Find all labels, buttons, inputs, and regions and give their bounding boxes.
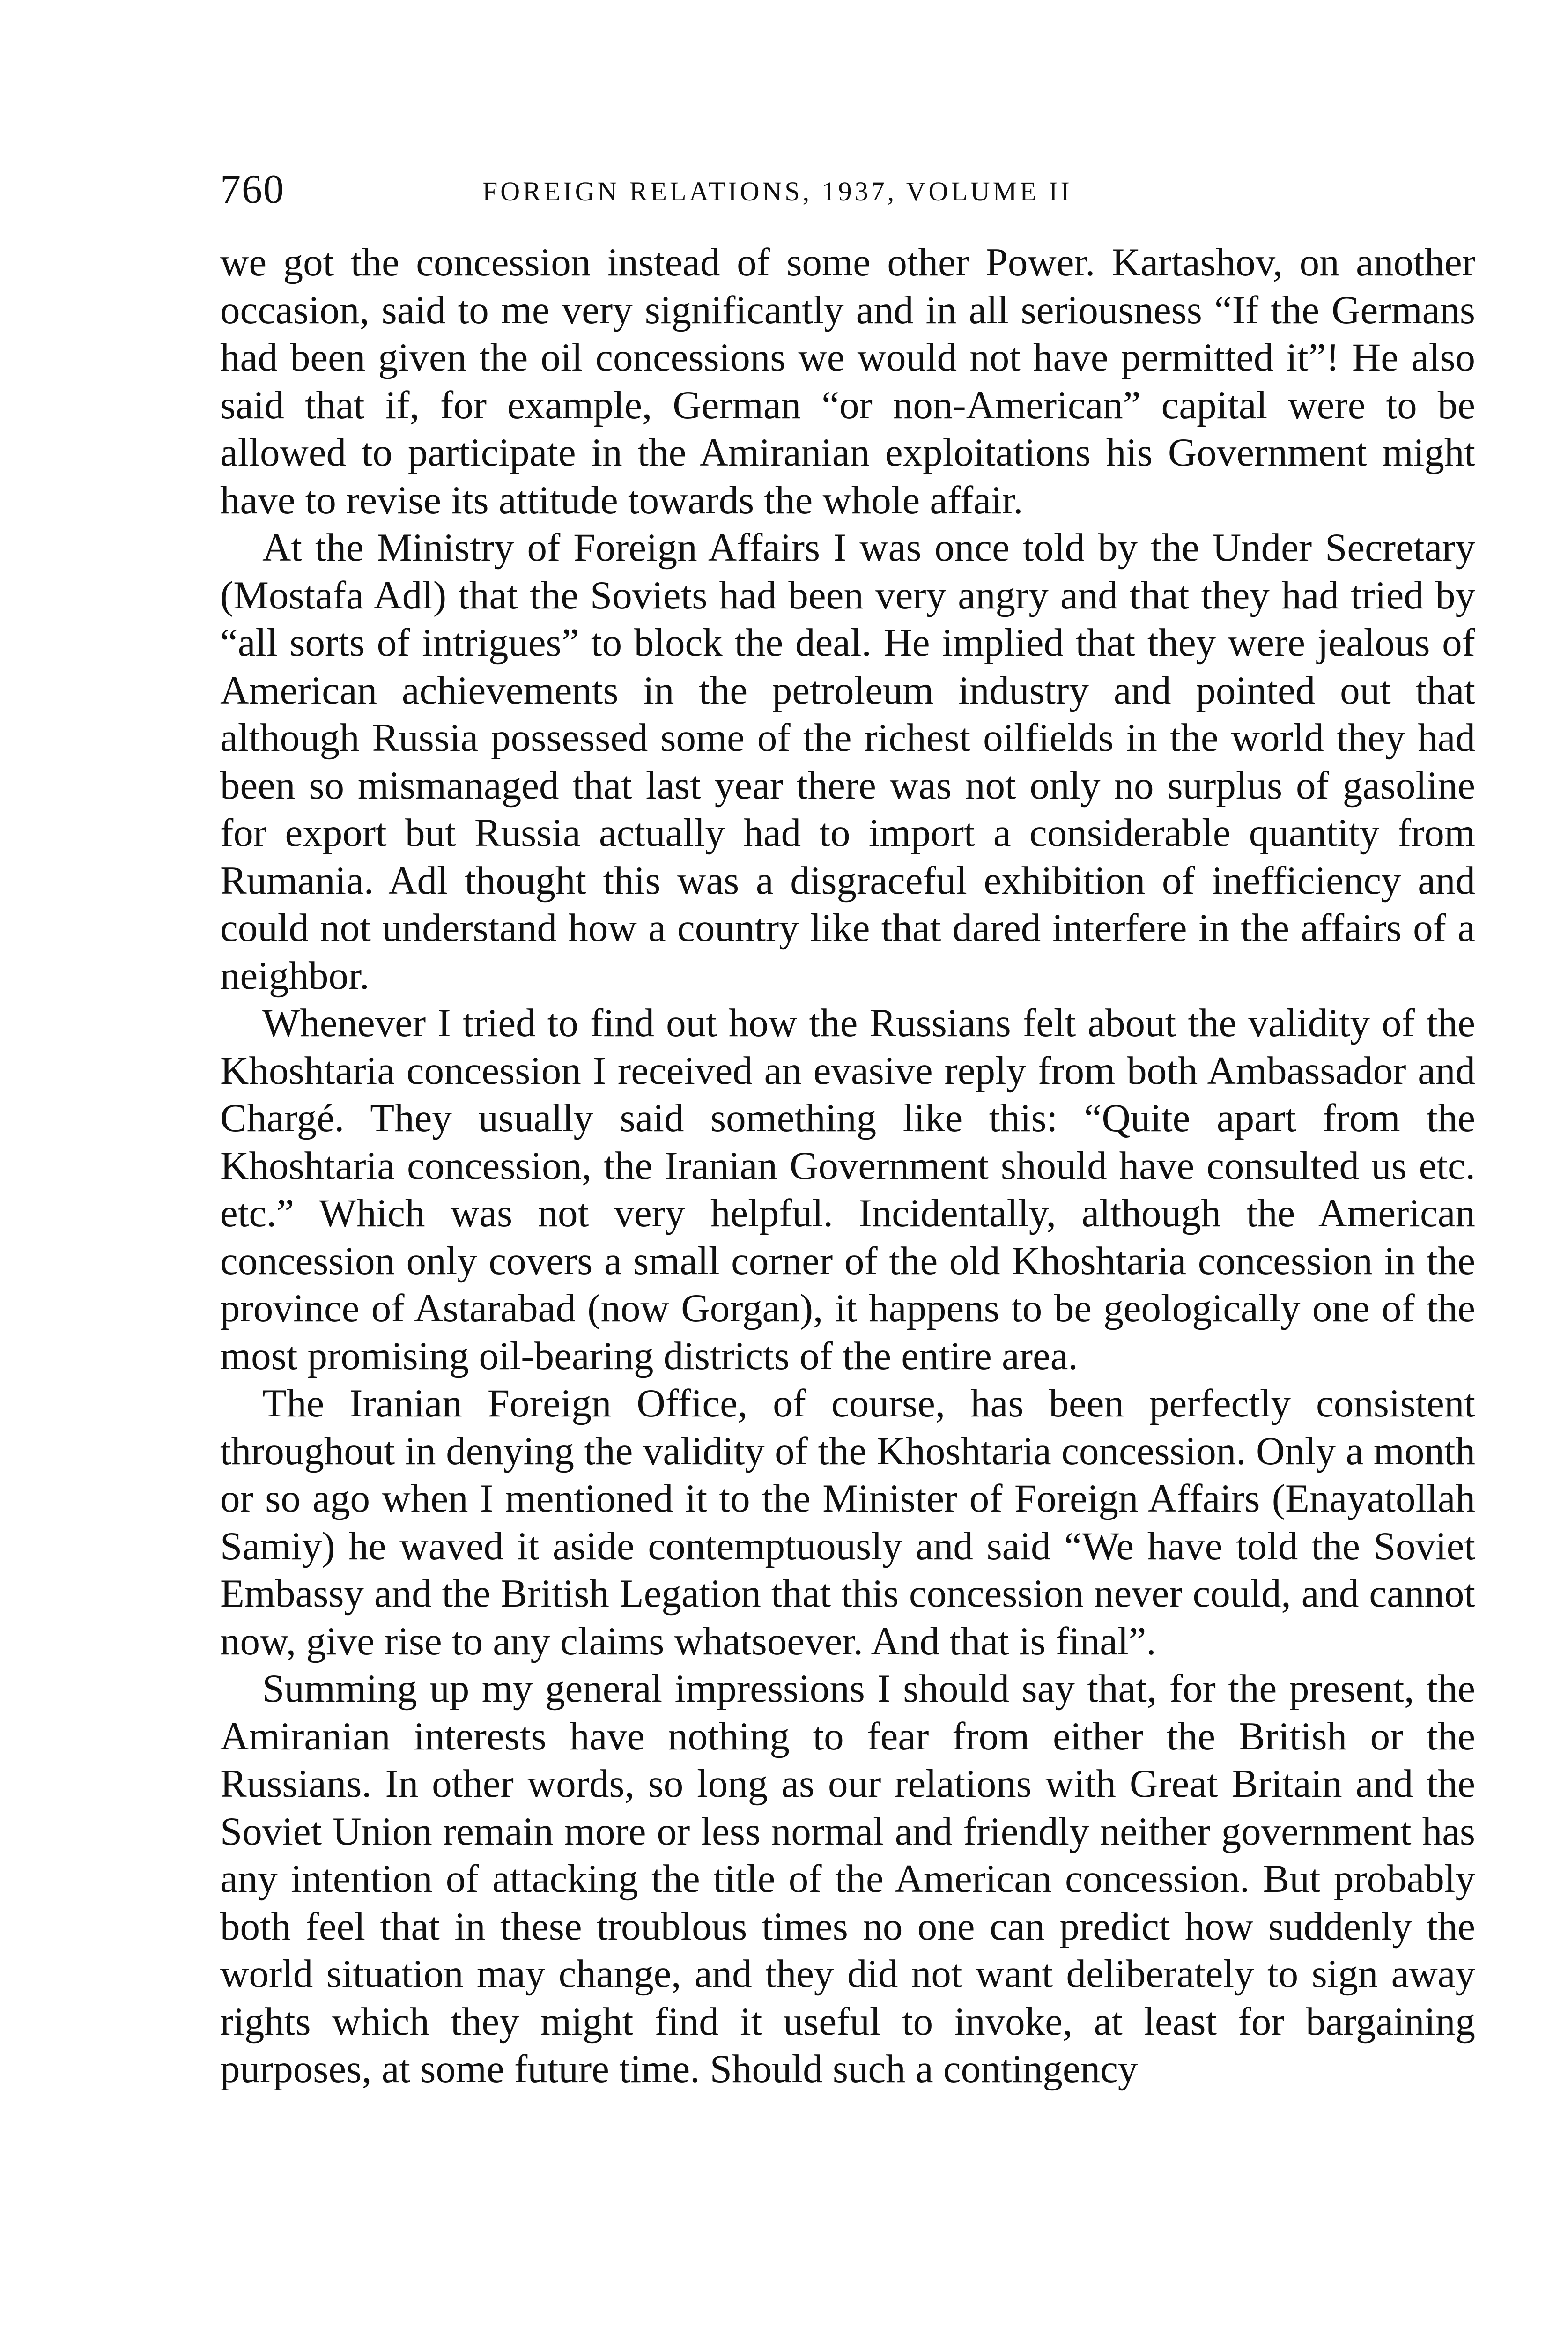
paragraph-khoshtaria-validity: Whenever I tried to find out how the Russians felt about the validity of the Khoshtaria concession I received an evasive reply from both Ambassador and Chargé. They usually said something like this: “Quite apart from the Khoshtaria concession, the Iranian Government should have consulted us etc. etc.” Which was not very helpful. Incidentally, although the American concession only covers a small corner of the old Khoshtaria concession in the province of Astarabad (now Gorgan), it happens to be geologically one of the most promising oil-bearing districts of the entire area. (220, 1001, 1475, 1378)
paragraph-iranian-foreign-office: The Iranian Foreign Office, of course, has been perfectly consistent throughout in denying the validity of the Khoshtaria concession. Only a month or so ago when I mentioned it to the Minister of Foreign Affairs (Enayatollah Samiy) he waved it aside contemptuously and said “We have told the Soviet Embassy and the British Legation that this concession never could, and cannot now, give rise to any claims whatsoever. And that is final”. (220, 1381, 1475, 1663)
paragraph-ministry-foreign-affairs: At the Ministry of Foreign Affairs I was once told by the Under Secretary (Mostafa Adl) that the Soviets had been very angry and that they had tried by “all sorts of intrigues” to block the deal. He implied that they were jealous of American achievements in the petroleum industry and pointed out that although Russia possessed some of the richest oilfields in the world they had been so mismanaged that last year there was not only no surplus of gasoline for export but Russia actually had to import a considerable quantity from Rumania. Adl thought this was a disgraceful exhibition of inefficiency and could not understand how a country like that dared interfere in the affairs of a neighbor. (220, 526, 1475, 998)
running-head (220, 162, 1475, 218)
paragraph-continued: we got the concession instead of some other Power. Kartashov, on another occasion, said to me very significantly and in all seriousness “If the Germans had been given the oil concessions we would not have permitted it”! He also said that if, for example, German “or non-American” capital were to be allowed to participate in the Amiranian exploitations his Government might have to revise its attitude towards the whole affair. (220, 240, 1475, 522)
page-number: 760 (220, 167, 285, 212)
paragraph-summing-up: Summing up my general impressions I should say that, for the present, the Amiranian interests have nothing to fear from either the British or the Russians. In other words, so long as our relations with Great Britain and the Soviet Union remain more or less normal and friendly neither government has any intention of attacking the title of the American concession. But probably both feel that in these troublous times no one can predict how suddenly the world situation may change, and they did not want deliberately to sign away rights which they might find it useful to invoke, at least for bargaining purposes, at some future time. Should such a contingency (220, 1667, 1475, 2091)
running-head-title: FOREIGN RELATIONS, 1937, VOLUME II (482, 176, 1072, 207)
body-text (220, 239, 1475, 2093)
